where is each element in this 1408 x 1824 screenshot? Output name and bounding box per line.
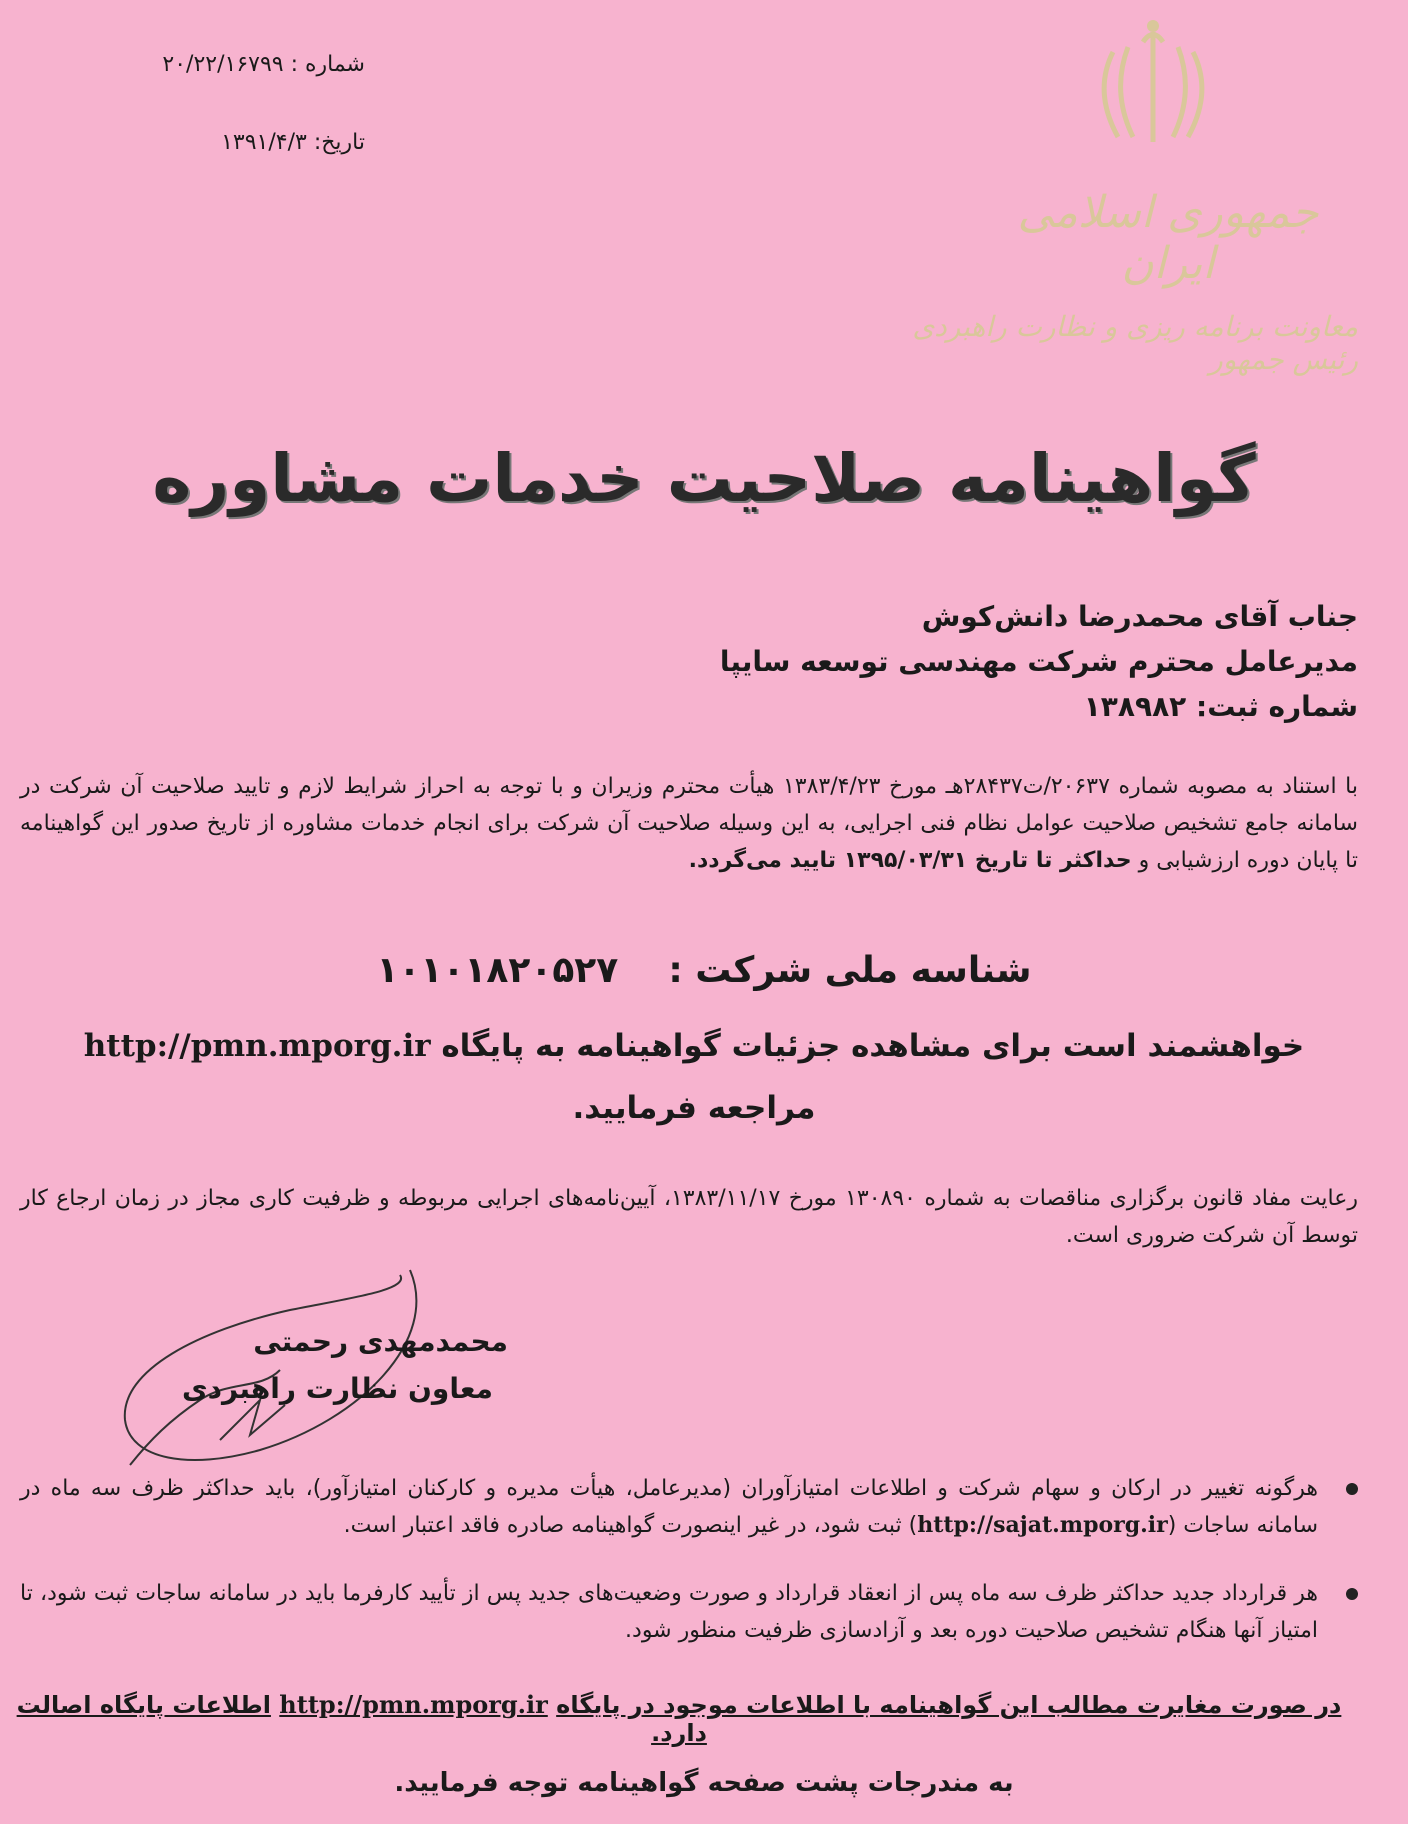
- signatory-title: معاون نظارت راهبردی: [181, 1372, 493, 1405]
- authenticity-note: [0, 1690, 1358, 1747]
- national-id-value: ۱۰۱۰۱۸۲۰۵۲۷: [376, 950, 619, 991]
- bullet-icon: [1346, 1483, 1358, 1495]
- number-label: شماره :: [290, 52, 365, 77]
- website-request: [30, 1015, 1358, 1139]
- addressee-name: جناب آقای محمدرضا دانش‌کوش: [921, 600, 1358, 633]
- approval-text: با استناد به مصوبه شماره ۲۰۶۳۷/ت۲۸۴۳۷هـ مورخ ۱۳۸۳/۴/۲۳ هیأت محترم وزیران و با توجه به احراز شرایط لازم و تایید صلاحیت آن شرکت در سامانه جامع تشخیص صلاحیت عوامل نظام فنی اجرایی، به این وسیله صلاحیت آن شرکت برای انجام خدمات مشاوره از تاریخ صدور این گواهینامه تا پایان دوره ارزشیابی و: [20, 774, 1358, 873]
- footer-text-after: اطلاعات پایگاه اصالت دارد.: [16, 1691, 707, 1747]
- note-item: [20, 1575, 1358, 1649]
- note1-text-after: ) ثبت شود، در غیر اینصورت گواهینامه صادره فاقد اعتبار است.: [343, 1513, 918, 1538]
- date-label: تاریخ:: [313, 130, 365, 155]
- request-text-after: مراجعه فرمایید.: [572, 1090, 816, 1126]
- national-id-label: شناسه ملی شرکت :: [668, 950, 1032, 991]
- date-value: ۱۳۹۱/۴/۳: [221, 130, 307, 155]
- registration-number: شماره ثبت: ۱۳۸۹۸۲: [1083, 690, 1358, 723]
- request-text-before: خواهشمند است برای مشاهده جزئیات گواهینامه به پایگاه: [441, 1028, 1305, 1064]
- signatory-name: محمدمهدی رحمتی: [253, 1325, 508, 1358]
- emblem-icon: [1083, 12, 1223, 162]
- approval-validity: حداکثر تا تاریخ ۱۳۹۵/۰۳/۳۱ تایید می‌گردد.: [688, 848, 1132, 873]
- certificate-number: [55, 52, 365, 77]
- approval-paragraph: [20, 768, 1358, 879]
- compliance-paragraph: رعایت مفاد قانون برگزاری مناقصات به شماره ۱۳۰۸۹۰ مورخ ۱۳۸۳/۱۱/۱۷، آیین‌نامه‌های اجرایی مربوطه و ظرفیت کاری مجاز در زمان ارجاع کار توسط آن شرکت ضروری است.: [20, 1186, 1358, 1248]
- bullet-icon: [1346, 1588, 1358, 1600]
- sajat-link[interactable]: http://sajat.mporg.ir: [917, 1512, 1168, 1538]
- note1-text-before: هرگونه تغییر در ارکان و سهام شرکت و اطلاعات امتیازآوران (مدیرعامل، هیأت مدیره و کارکنان امتیازآور)، باید حداکثر ظرف سه ماه در سامانه ساجات (: [20, 1476, 1318, 1538]
- back-page-note: به مندرجات پشت صفحه گواهینامه توجه فرمایید.: [394, 1768, 1014, 1798]
- emblem-country-text: جمهوری اسلامی ایران: [1017, 187, 1319, 289]
- website-link[interactable]: http://pmn.mporg.ir: [83, 1028, 431, 1064]
- number-value: ۲۰/۲۲/۱۶۷۹۹: [162, 52, 284, 77]
- footer-link[interactable]: http://pmn.mporg.ir: [279, 1690, 548, 1719]
- signature-scribble: [110, 1250, 430, 1480]
- emblem-office-text: معاونت برنامه ریزی و نظارت راهبردی رئیس جمهور: [912, 310, 1358, 376]
- national-id: [0, 950, 1408, 991]
- note-item: [20, 1470, 1358, 1544]
- government-emblem: [818, 12, 1358, 376]
- certificate-date: [55, 130, 365, 155]
- addressee-position: مدیرعامل محترم شرکت مهندسی توسعه سایپا: [719, 645, 1358, 678]
- note2-text: هر قرارداد جدید حداکثر ظرف سه ماه پس از انعقاد قرارداد و صورت وضعیت‌های جدید پس از تأیید کارفرما باید در سامانه ساجات ثبت شود، تا امتیاز آنها هنگام تشخیص صلاحیت دوره بعد و آزادسازی ظرفیت منظور شود.: [20, 1581, 1318, 1643]
- page-title: گواهینامه صلاحیت خدمات مشاوره: [152, 440, 1256, 517]
- footer-text-before: در صورت مغایرت مطالب این گواهینامه با اطلاعات موجود در پایگاه: [556, 1691, 1342, 1719]
